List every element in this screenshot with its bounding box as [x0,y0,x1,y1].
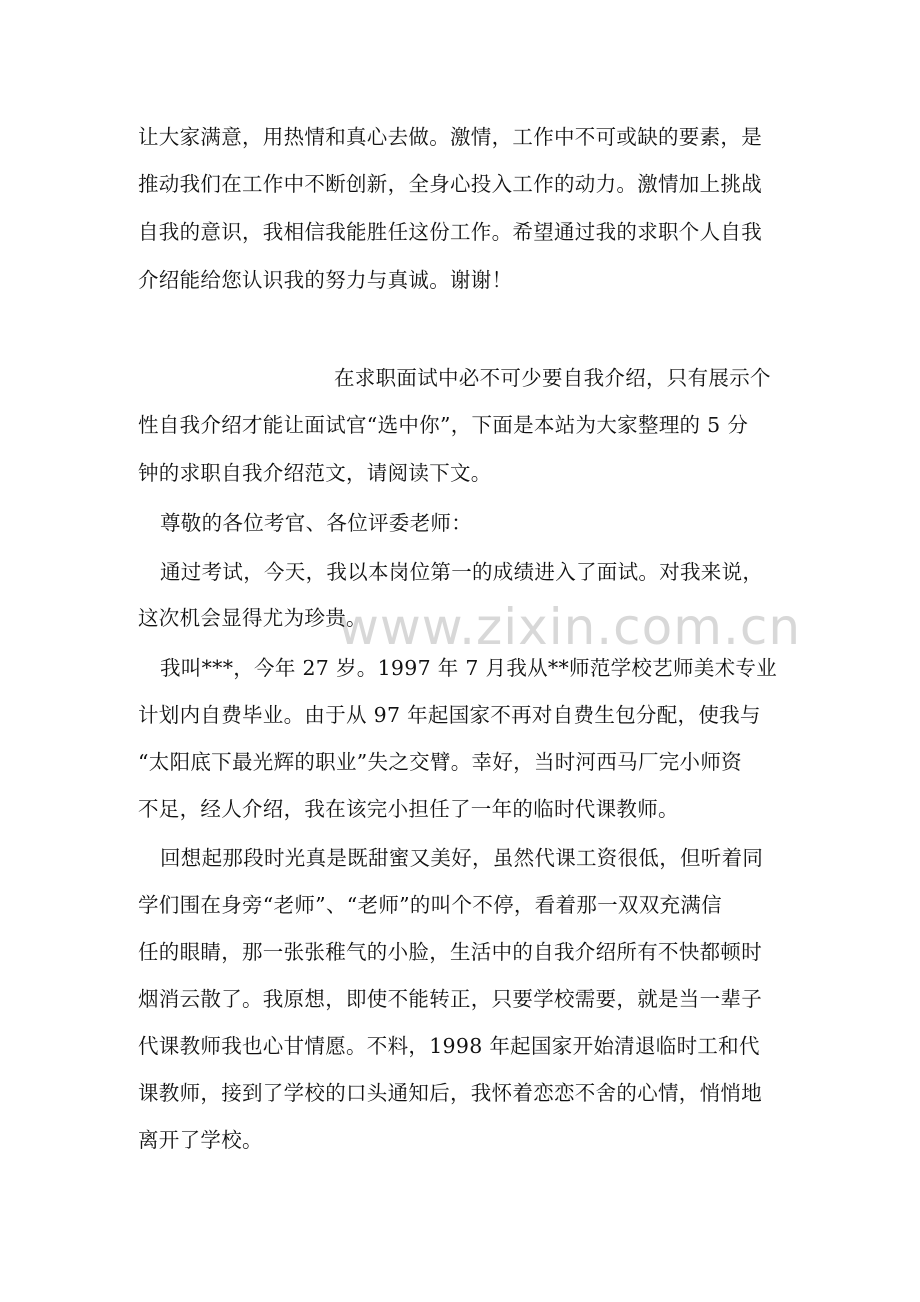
paragraph-6-line-5: 代课教师我也心甘情愿。不料，1998 年起国家开始清退临时工和代 [138,1034,760,1058]
paragraph-4-line-1: 通过考试，今天，我以本岗位第一的成绩进入了面试。对我来说， [160,560,764,584]
paragraph-1-line-3: 自我的意识，我相信我能胜任这份工作。希望通过我的求职个人自我 [138,220,762,244]
paragraph-6-line-6: 课教师，接到了学校的口头通知后，我怀着恋恋不舍的心情，悄悄地 [138,1081,762,1105]
paragraph-5-line-4: 不足，经人介绍，我在该完小担任了一年的临时代课教师。 [138,797,679,821]
paragraph-1-line-1: 让大家满意，用热情和真心去做。激情，工作中不可或缺的要素，是 [138,125,762,149]
paragraph-5-line-1: 我叫***，今年 27 岁。1997 年 7 月我从**师范学校艺师美术专业 [160,656,778,680]
paragraph-6-line-4: 烟消云散了。我原想，即使不能转正，只要学校需要，就是当一辈子 [138,987,762,1011]
paragraph-6-line-2: 学们围在身旁“老师”、“老师”的叫个不停，看着那一双双充满信 [138,893,722,917]
paragraph-2-line-3: 钟的求职自我介绍范文，请阅读下文。 [138,461,492,485]
paragraph-6-line-3: 任的眼睛，那一张张稚气的小脸，生活中的自我介绍所有不快都顿时 [138,940,762,964]
paragraph-5-line-2: 计划内自费毕业。由于从 97 年起国家不再对自费生包分配，使我与 [138,703,761,727]
paragraph-6-line-1: 回想起那段时光真是既甜蜜又美好，虽然代课工资很低，但听着同 [160,846,764,870]
paragraph-6-line-7: 离开了学校。 [138,1128,263,1152]
paragraph-2-line-2: 性自我介绍才能让面试官“选中你”，下面是本站为大家整理的 5 分 [138,413,749,437]
paragraph-5-line-3: “太阳底下最光辉的职业”失之交臂。幸好，当时河西马厂完小师资 [138,750,742,774]
paragraph-1-line-4: 介绍能给您认识我的努力与真诚。谢谢！ [138,268,513,292]
paragraph-4-line-2: 这次机会显得尤为珍贵。 [138,606,367,630]
watermark-text: www.zixin.com.cn [338,598,802,656]
paragraph-1-line-2: 推动我们在工作中不断创新，全身心投入工作的动力。激情加上挑战 [138,172,762,196]
paragraph-2-line-1: 在求职面试中必不可少要自我介绍，只有展示个 [334,366,771,390]
salutation: 尊敬的各位考官、各位评委老师： [160,511,472,535]
